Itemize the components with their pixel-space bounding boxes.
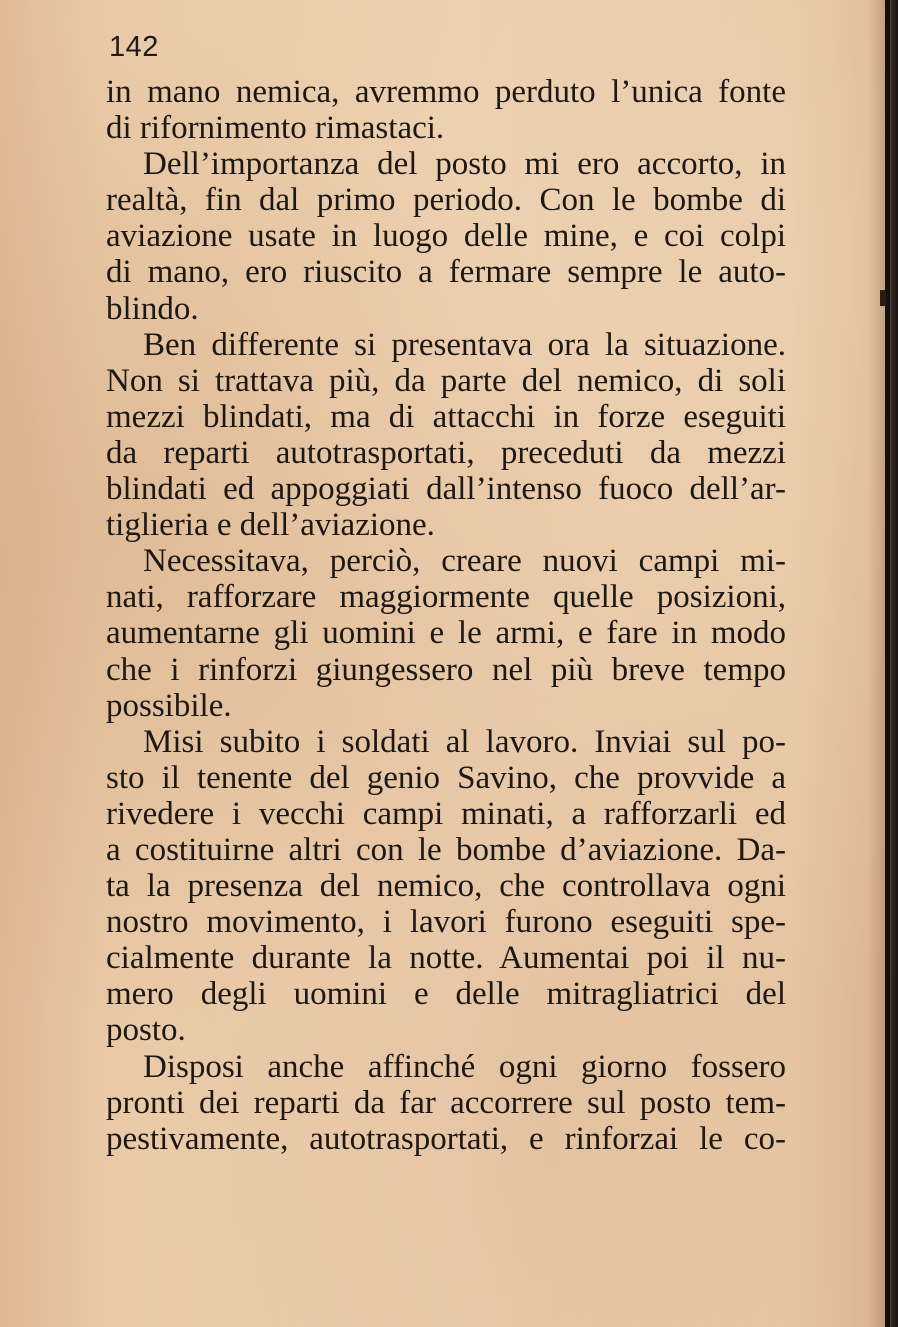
text-line: Disposi anche affinché ogni giorno fossero [143,1048,786,1085]
text-line: da reparti autotrasportati, preceduti da mezzi [106,434,786,471]
text-line: che i rinforzi giungessero nel più breve tempo [106,651,786,688]
text-line: Non si trattava più, da parte del nemico, di soli [106,362,786,399]
text-line: ta la presenza del nemico, che controllava ogni [106,868,786,905]
text-line: realtà, fin dal primo periodo. Con le bombe di [106,182,786,219]
text-line: mero degli uomini e delle mitragliatrici del [106,976,786,1013]
body-text [106,74,786,1157]
text-line: di rifornimento rimastaci. [106,110,445,147]
page-edge-shadow [868,0,898,1327]
text-line: nati, rafforzare maggiormente quelle posizioni, [106,579,786,616]
text-line: Necessitava, perciò, creare nuovi campi mi- [143,543,786,580]
page-edge-line [885,0,890,1327]
text-line: possibile. [106,687,232,724]
text-line: sto il tenente del genio Savino, che provvide a [106,759,786,796]
text-line: posto. [106,1012,186,1049]
text-line: pestivamente, autotrasportati, e rinforzai le co- [106,1120,786,1157]
text-line: blindati ed appoggiati dall’intenso fuoco dell’ar- [106,471,786,508]
text-line: a costituirne altri con le bombe d’aviazione. Da- [106,831,786,868]
page-number: 142 [109,31,159,63]
text-line: Dell’importanza del posto mi ero accorto, in [143,146,786,183]
page-edge-notch [880,290,886,306]
text-line: in mano nemica, avremmo perduto l’unica fonte [106,74,786,110]
text-line: tiglieria e dell’aviazione. [106,507,435,544]
text-line: aviazione usate in luogo delle mine, e coi colpi [106,218,786,255]
text-line: mezzi blindati, ma di attacchi in forze eseguiti [106,398,786,435]
text-line: pronti dei reparti da far accorrere sul posto tem- [106,1084,786,1121]
text-line: cialmente durante la notte. Aumentai poi il nu- [106,940,786,977]
text-line: Ben differente si presentava ora la situazione. [143,326,786,363]
text-line: di mano, ero riuscito a fermare sempre le auto- [106,254,786,291]
text-line: rivedere i vecchi campi minati, a rafforzarli ed [106,795,786,832]
text-line: blindo. [106,290,199,327]
text-line: Misi subito i soldati al lavoro. Inviai sul po- [143,723,786,760]
text-line: nostro movimento, i lavori furono eseguiti spe- [106,904,786,941]
text-line: aumentarne gli uomini e le armi, e fare in modo [106,615,786,652]
